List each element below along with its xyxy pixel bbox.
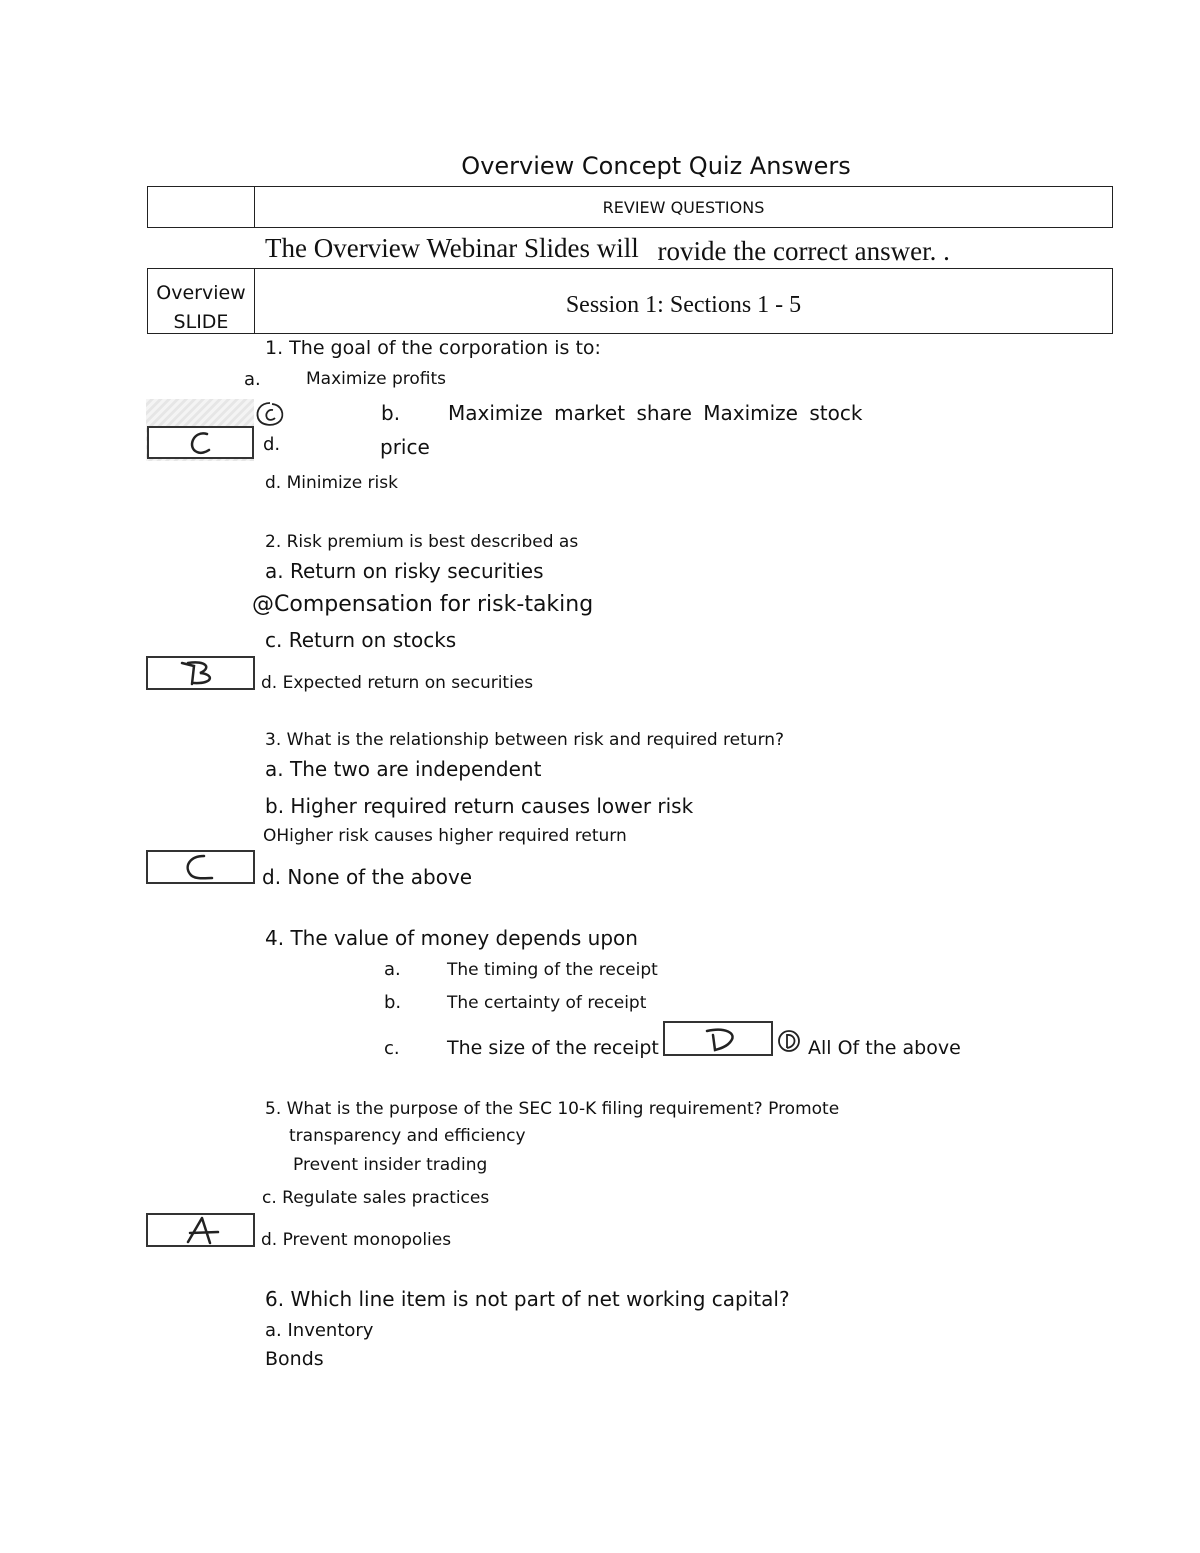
option-text: price [380, 435, 430, 459]
option-text: @Compensation for risk-taking [252, 592, 594, 617]
option-marker: b. [384, 992, 402, 1013]
slide-column-label-1: Overview [156, 282, 246, 304]
option-text: a. Inventory [265, 1320, 374, 1341]
option-text: Bonds [265, 1348, 324, 1370]
option-text: OHigher risk causes higher required return [263, 826, 627, 846]
option-text: Prevent insider trading [293, 1155, 488, 1175]
question-stem: 6. Which line item is not part of net working capital? [265, 1287, 790, 1311]
option-text: c. Return on stocks [265, 628, 457, 652]
option-text: c. Regulate sales practices [262, 1188, 490, 1208]
option-text: Maximize profits [306, 369, 446, 389]
option-text: The certainty of receipt [447, 993, 647, 1013]
handwritten-letter-c [149, 428, 252, 457]
handwritten-answer-box [146, 1213, 255, 1247]
option-text: d. Prevent monopolies [261, 1230, 452, 1250]
option-text: d. Minimize risk [265, 473, 398, 493]
option-text: b. Higher required return causes lower risk [265, 794, 694, 818]
option-text: a. The two are independent [265, 757, 542, 781]
option-marker: b. [381, 401, 401, 425]
question-stem: 5. What is the purpose of the SEC 10-K filing requirement? Promote [265, 1099, 840, 1119]
handwritten-answer-box [147, 426, 254, 459]
review-questions-header: REVIEW QUESTIONS [602, 198, 765, 217]
question-stem: 3. What is the relationship between risk and required return? [265, 730, 785, 750]
question-stem: 1. The goal of the corporation is to: [265, 337, 601, 359]
option-marker: a. [384, 959, 401, 980]
webinar-notice [265, 233, 950, 264]
option-text: The timing of the receipt [447, 960, 658, 980]
option-text: The size of the receipt [447, 1037, 659, 1059]
handwritten-letter-c [148, 852, 253, 882]
webinar-notice-part2: rovide the correct answer. . [657, 236, 950, 266]
option-text: All Of the above [808, 1037, 961, 1059]
option-text: transparency and efficiency [289, 1126, 526, 1146]
handwritten-answer-box [146, 850, 255, 884]
webinar-notice-part1: The Overview Webinar Slides will [265, 233, 639, 263]
question-stem: 4. The value of money depends upon [265, 926, 638, 950]
circled-c-mark [254, 401, 286, 429]
slide-column-header [147, 279, 255, 337]
circled-d-mark [776, 1028, 806, 1054]
page-title: Overview Concept Quiz Answers [461, 152, 851, 180]
handwritten-letter-b [148, 658, 253, 688]
option-text: d. None of the above [262, 865, 473, 889]
option-text: Maximize market share Maximize stock [448, 401, 863, 425]
option-marker: c. [384, 1038, 400, 1059]
option-text: d. Expected return on securities [261, 673, 534, 693]
slide-column-label-2: SLIDE [173, 311, 229, 333]
option-text: a. Return on risky securities [265, 559, 544, 583]
option-marker: d. [263, 434, 281, 455]
handwritten-answer-box [146, 656, 255, 690]
question-stem: 2. Risk premium is best described as [265, 532, 579, 552]
handwritten-letter-a [148, 1215, 253, 1245]
session-title: Session 1: Sections 1 - 5 [565, 292, 802, 318]
option-marker: a. [244, 369, 261, 390]
handwritten-letter-d [665, 1023, 771, 1054]
handwritten-answer-box [663, 1021, 773, 1056]
